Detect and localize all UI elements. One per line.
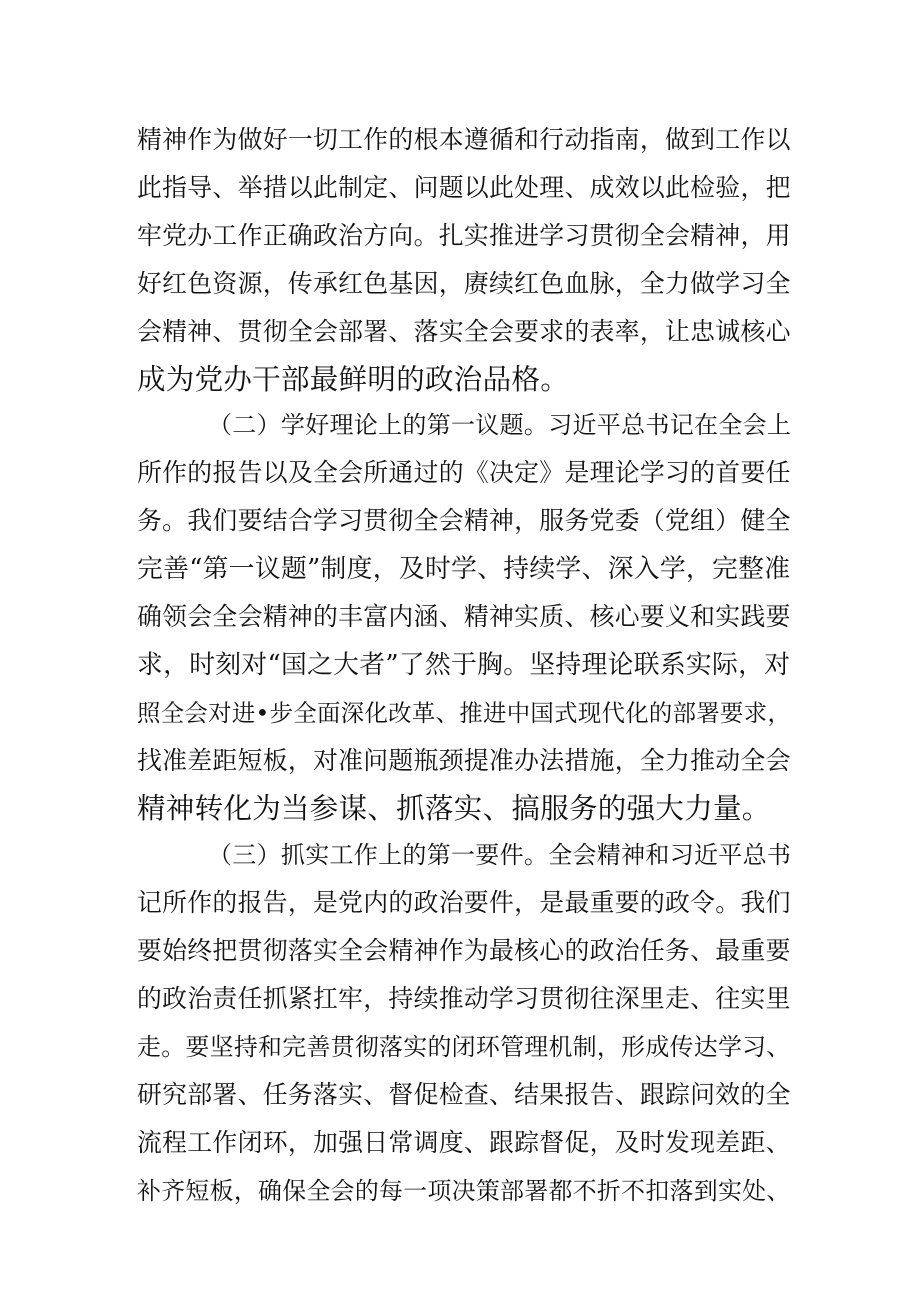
text-line: 牢党办工作正确政治方向。扎实推进学习贯彻全会精神，用 [137,221,791,250]
text-line: 确领会全会精神的丰富内涵、精神实质、核心要义和实践要 [137,602,791,631]
text-line: 照全会对进•步全面深化改革、推进中国式现代化的部署要求， [137,699,792,727]
text-line: 精神转化为当参谋、抓落实、搞服务的强大力量。 [137,792,771,825]
text-line: 研究部署、任务落实、督促检查、结果报告、跟踪问效的全 [137,1080,791,1109]
text-line: 流程工作闭环，加强日常调度、跟踪督促，及时发现差距、 [137,1128,791,1157]
text-line: 所作的报告以及全会所通过的《决定》是理论学习的首要任 [137,458,791,487]
text-line: 成为党办干部最鲜明的政治品格。 [137,363,570,396]
section-heading-line: （二）学好理论上的第一议题。习近平总书记在全会上 [208,411,792,439]
text-line: 记所作的报告，是党内的政治要件，是最重要的政令。我们 [137,888,791,917]
text-line: 求，时刻对“国之大者”了然于胸。坚持理论联系实际，对 [137,650,791,680]
text-line: 务。我们要结合学习贯彻全会精神，服务党委（党组）健全 [137,506,791,535]
section-heading-line: （三）抓实工作上的第一要件。全会精神和习近平总书 [208,841,792,869]
text-line: 要始终把贯彻落实全会精神作为最核心的政治任务、最重要 [137,936,791,965]
text-line: 的政治责任抓紧扛牢，持续推动学习贯彻往深里走、往实里 [137,984,791,1013]
text-line: 完善“第一议题”制度，及时学、持续学、深入学，完整准 [137,554,791,584]
text-line: 走。要坚持和完善贯彻落实的闭环管理机制，形成传达学习、 [137,1033,791,1061]
text-line: 会精神、贯彻全会部署、落实全会要求的表率，让忠诚核心 [137,317,791,346]
text-line: 好红色资源，传承红色基因，赓续红色血脉，全力做学习全 [137,269,791,298]
text-line: 补齐短板，确保全会的每一项决策部署都不折不扣落到实处、 [137,1177,791,1205]
text-line: 找准差距短板，对准问题瓶颈提准办法措施，全力推动全会 [137,746,791,775]
text-line: 此指导、举措以此制定、问题以此处理、成效以此检验，把 [137,173,791,202]
text-line: 精神作为做好一切工作的根本遵循和行动指南，做到工作以 [137,125,791,154]
